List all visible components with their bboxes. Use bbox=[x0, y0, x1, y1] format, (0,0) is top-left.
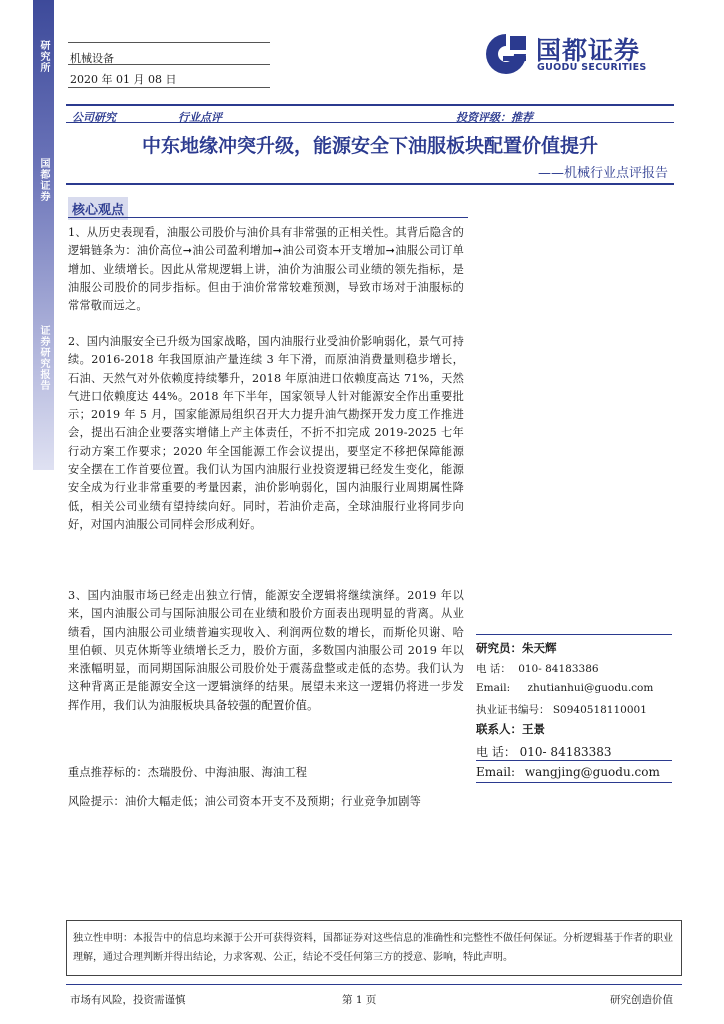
analyst-email-row bbox=[476, 682, 672, 694]
contact-email-label: Email: bbox=[476, 765, 516, 779]
report-date: 2020 年 01 月 08 日 bbox=[70, 73, 177, 86]
sidebar-label-report: 证券研究报告 bbox=[38, 325, 49, 391]
paragraph-3: 3、国内油服市场已经走出独立行情，能源安全逻辑将继续演绎。2019 年以来，国内油服公司与国际油服公司在业绩和股价方面表出现明显的背离。从业绩看，国内油服公司业绩普遍实现收入、利润两位数的增长，而斯伦贝谢、哈里伯顿、贝克休斯等业绩增长乏力，股价方面，多数国内油服公司 2019 年以来涨幅明显，而同期国际油服公司股价处于震荡盘整或走低的态势。我们认为这种背离正是能源安全这一逻辑演绎的结果。展望未来这一逻辑仍将进一步发挥作用，我们认为油服板块具备较强的配置价值。 bbox=[68, 589, 464, 712]
core-viewpoint-heading: 核心观点 bbox=[68, 197, 128, 220]
header-rule-mid bbox=[68, 64, 270, 65]
title-band-rule bbox=[66, 183, 674, 185]
logo-text-cn: 国都证券 bbox=[536, 36, 641, 65]
header-rule-bottom bbox=[68, 87, 270, 88]
analyst-phone-row bbox=[476, 661, 672, 676]
contact-email[interactable]: wangjing@guodu.com bbox=[524, 765, 660, 779]
logo-text-en: GUODU SECURITIES bbox=[537, 62, 647, 73]
footer-slogan: 研究创造价值 bbox=[610, 994, 673, 1006]
analyst-phone: 010- 84183386 bbox=[518, 663, 599, 675]
risk-warning: 风险提示：油价大幅走低；油公司资本开支不及预期；行业竞争加剧等 bbox=[68, 795, 422, 808]
logo-mark-icon bbox=[484, 32, 528, 76]
contact-phone: 010- 84183383 bbox=[519, 745, 612, 759]
tag-industry-comment: 行业点评 bbox=[178, 111, 222, 124]
analyst-email-label: Email: bbox=[476, 682, 511, 694]
report-subtitle: ——机械行业点评报告 bbox=[537, 166, 668, 181]
contact-email-row bbox=[476, 765, 672, 779]
sidebar-band bbox=[33, 0, 54, 470]
report-type-bar bbox=[66, 104, 674, 123]
header-rule-top bbox=[68, 42, 270, 43]
investment-rating: 投资评级：推荐 bbox=[456, 111, 533, 124]
paragraph-1: 1、从历史表现看，油服公司股价与油价具有非常强的正相关性。其背后隐含的逻辑链条为：油价高位➞油公司盈利增加➞油公司资本开支增加➞油服公司订单增加、业绩增长。因此从常规逻辑上讲，油价为油服公司业绩的领先指标，是油服公司股价的同步指标。但由于油价常常较难预测，导致市场对于油服标的常常敬而远之。 bbox=[68, 226, 464, 313]
sidebar-label-institute: 研究所 bbox=[38, 40, 49, 73]
contact-email-rule bbox=[476, 782, 672, 783]
analyst-email[interactable]: zhutianhui@guodu.com bbox=[527, 682, 654, 694]
paragraph-2: 2、国内油服安全已升级为国家战略，国内油服行业受油价影响弱化，景气可持续。2016-2018 年我国原油产量连续 3 年下滑，而原油消费量则稳步增长，石油、天然气对外依赖度持续攀升，2018 年原油进口依赖度高达 71%，天然气进口依赖度达 44%。2018 年下半年，国家领导人针对能源安全作出重要批示；2019 年 5 月，国家能源局组织召开大力提升油气勘探开发力度工作推进会，提出石油企业要落实增储上产主体责任，不折不扣完成 2019-2025 七年行动方案工作要求；2020 年全国能源工作会议提出，要坚定不移把保障能源安全摆在工作首要位置。我们认为国内油服行业投资逻辑已经发生变化，能源安全成为行业非常重要的考量因素，油价影响弱化，国内油服行业周期属性降低，相关公司业绩有望持续向好。同时，若油价走高，全球油服行业将同步向好，对国内油服公司同样会形成利好。 bbox=[68, 335, 465, 531]
analyst-rule bbox=[476, 634, 672, 635]
industry-category: 机械设备 bbox=[70, 52, 114, 65]
page-number: 第 1 页 bbox=[342, 994, 377, 1006]
contact-phone-row bbox=[476, 743, 672, 760]
contact-phone-label: 电 话： bbox=[476, 745, 516, 759]
footer-risk-note: 市场有风险，投资需谨慎 bbox=[70, 994, 186, 1006]
contact-phone-rule bbox=[476, 760, 672, 761]
sidebar-label-company: 国都证券 bbox=[38, 158, 49, 202]
analyst-phone-label: 电 话： bbox=[476, 663, 511, 675]
core-viewpoint-rule bbox=[68, 217, 468, 218]
tag-company-research: 公司研究 bbox=[72, 111, 116, 124]
analyst-cert-row bbox=[476, 702, 672, 717]
analyst-cert-label: 执业证书编号： bbox=[476, 704, 550, 716]
footer-rule bbox=[66, 984, 682, 985]
key-recommendations: 重点推荐标的：杰瑞股份、中海油服、海油工程 bbox=[68, 766, 308, 779]
company-logo bbox=[484, 32, 664, 78]
report-title: 中东地缘冲突升级，能源安全下油服板块配置价值提升 bbox=[141, 135, 598, 157]
analyst-name: 研究员：朱天辉 bbox=[476, 641, 557, 655]
analyst-cert: S0940518110001 bbox=[552, 704, 647, 716]
contact-name: 联系人：王景 bbox=[476, 722, 545, 736]
independence-disclaimer: 独立性申明：本报告中的信息均来源于公开可获得资料，国都证券对这些信息的准确性和完整性不做任何保证。分析逻辑基于作者的职业理解，通过合理判断并得出结论，力求客观、公正，结论不受任何第三方的授意、影响，特此声明。 bbox=[66, 920, 682, 976]
